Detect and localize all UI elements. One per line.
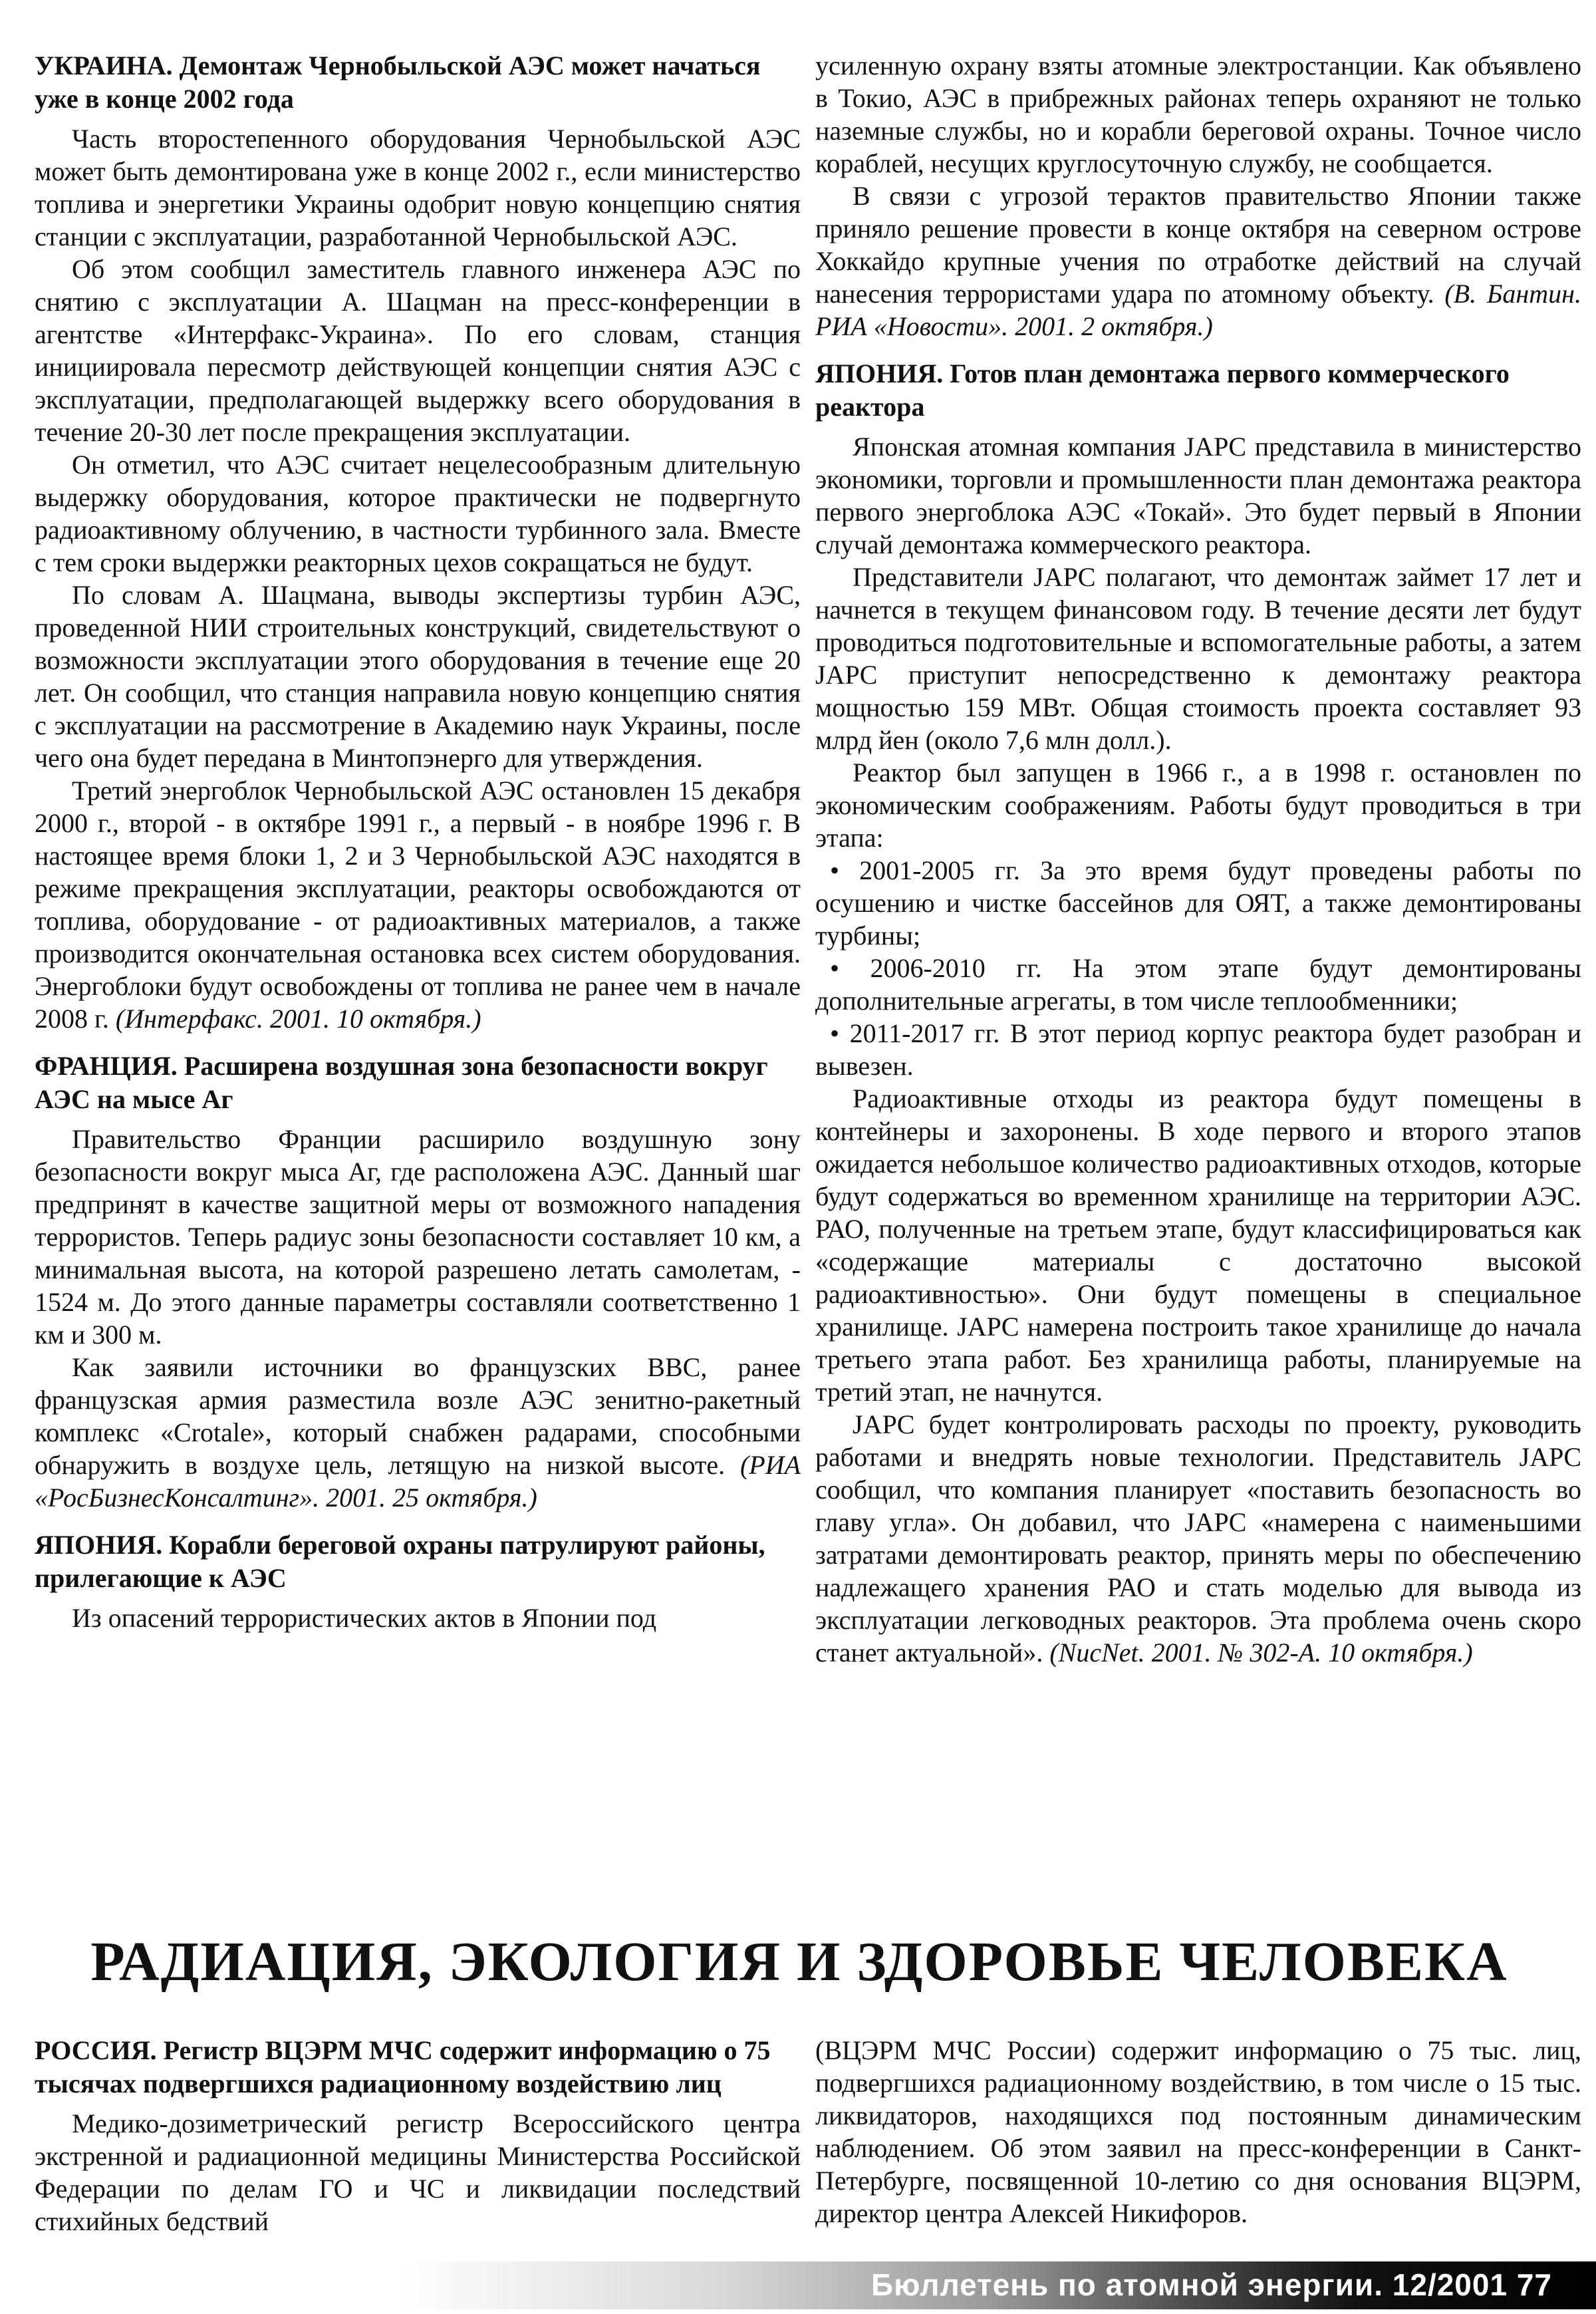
article-source: (Интерфакс. 2001. 10 октября.): [115, 1004, 481, 1034]
paragraph: Правительство Франции расширило воздушную зону безопасности вокруг мыса Аг, где расположена АЭС. Данный шаг предпринят в качестве защитной меры от возможного нападения террористов. Теперь радиус зоны безопасности составляет 10 км, а минимальная высота, на которой разрешено летать самолетам, - 1524 м. До этого данные параметры составляли соответственно 1 км и 300 м.: [35, 1124, 801, 1350]
paragraph-continuation: (ВЦЭРМ МЧС России) содержит информацию о 75 тыс. лиц, подвергшихся радиационному воздействию, в том числе о 15 тыс. ликвидаторов, находящихся под постоянным динамическим наблюдением. Об этом заявил на пресс-конференции в Санкт-Петербурге, посвященной 10-летию со дня основания ВЦЭРМ, директор центра Алексей Никифоров.: [815, 2035, 1581, 2228]
paragraph: [815, 1408, 1581, 1669]
column-right: [815, 49, 1581, 1683]
footer-text: Бюллетень по атомной энергии. 12/2001 77: [871, 2267, 1552, 2302]
paragraph: Японская атомная компания JAPC представила в министерство экономики, торговли и промышленности план демонтажа реактора первого энергоблока АЭС «Токай». Это будет первый в Японии случай демонтажа коммерческого реактора.: [815, 432, 1581, 559]
paragraph-continuation: усиленную охрану взяты атомные электростанции. Как объявлено в Токио, АЭС в прибрежных районах теперь охраняют не только наземные службы, но и корабли береговой охраны. Точное число кораблей, несущих круглосуточную службу, не сообщается.: [815, 51, 1581, 178]
bullet-item: • 2001-2005 гг. За это время будут проведены работы по осушению и чистке бассейнов для ОЯТ, а также демонтированы турбины;: [815, 855, 1581, 950]
bullet-item: • 2006-2010 гг. На этом этапе будут демонтированы дополнительные агрегаты, в том числе теплообменники;: [815, 953, 1581, 1016]
article-japan-coast-guard-cont: [815, 49, 1581, 343]
paragraph: Он отметил, что АЭС считает нецелесообразным длительную выдержку оборудования, которое практически не подвергнуто радиоактивному облучению, в частности турбинного зала. Вместе с тем сроки выдержки реакторных цехов сокращаться не будут.: [35, 450, 801, 577]
article-source: (NucNet. 2001. № 302-A. 10 октября.): [1049, 1638, 1473, 1667]
paragraph: Радиоактивные отходы из реактора будут помещены в контейнеры и захоронены. В ходе первого и второго этапов ожидается небольшое количество радиоактивных отходов, которые будут содержаться во временном хранилище на территории АЭС. РАО, полученные на третьем этапе, будут классифицироваться как «содержащие материалы с достаточно высокой радиоактивностью». Они будут помещены в специальное хранилище. JAPC намерена построить такое хранилище до начала третьего этапа работ. Без хранилища работы, планируемые на третий этап, не начнутся.: [815, 1084, 1581, 1407]
bullet-item: • 2011-2017 гг. В этот период корпус реактора будет разобран и вывезен.: [815, 1018, 1581, 1081]
paragraph: Представители JAPC полагают, что демонтаж займет 17 лет и начнется в текущем финансовом году. В течение десяти лет будут проводиться подготовительные и вспомогательные работы, а затем JAPC приступит непосредственно к демонтажу реактора мощностью 159 МВт. Общая стоимость проекта составляет 93 млрд йен (около 7,6 млн долл.).: [815, 562, 1581, 755]
article-france: [35, 1050, 801, 1514]
paragraph: Часть второстепенного оборудования Чернобыльской АЭС может быть демонтирована уже в конце 2002 г., если министерство топлива и энергетики Украины одобрит новую концепцию снятия станции с эксплуатации, разработанной Чернобыльской АЭС.: [35, 124, 801, 251]
paragraph: По словам А. Шацмана, выводы экспертизы турбин АЭС, проведенной НИИ строительных конструкций, свидетельствуют о возможности эксплуатации этого оборудования в течение еще 20 лет. Он сообщил, что станция направила новую концепцию снятия с эксплуатации на рассмотрение в Академию наук Украины, после чего она будет передана в Минтопэнерго для утверждения.: [35, 580, 801, 773]
lower-column-left: [35, 2034, 801, 2238]
page-footer: [0, 2261, 1596, 2309]
paragraph: [35, 1351, 801, 1514]
paragraph-text: Как заявили источники во французских ВВС, ранее французская армия разместила возле АЭС зенитно-ракетный комплекс «Crotale», который снабжен радарами, способными обнаружить в воздухе цель, летящую на низкой высоте.: [35, 1352, 801, 1480]
lower-column-right: [815, 2034, 1581, 2230]
paragraph: Об этом сообщил заместитель главного инженера АЭС по снятию с эксплуатации А. Шацман на пресс-конференции в агентстве «Интерфакс-Украина». По его словам, станция инициировала пересмотр действующей концепции снятия АЭС с эксплуатации, предполагающей выдержку всего оборудования в течение 20-30 лет после прекращения эксплуатации.: [35, 254, 801, 447]
column-left: [35, 49, 801, 1649]
article-headline: РОССИЯ. Регистр ВЦЭРМ МЧС содержит информацию о 75 тысячах подвергшихся радиационному воздействию лиц: [35, 2035, 771, 2098]
article-ukraine: [35, 49, 801, 1035]
article-headline: ЯПОНИЯ. Готов план демонтажа первого коммерческого реактора: [815, 359, 1510, 422]
paragraph: Реактор был запущен в 1966 г., а в 1998 г. остановлен по экономическим соображениям. Работы будут проводиться в три этапа:: [815, 758, 1581, 853]
article-source: (В. Бантин. РИА «Новости». 2001. 2 октября.): [815, 279, 1581, 341]
paragraph: Из опасений террористических актов в Японии под: [72, 1603, 657, 1633]
article-headline: УКРАИНА. Демонтаж Чернобыльской АЭС может начаться уже в конце 2002 года: [35, 51, 761, 114]
paragraph: [815, 180, 1581, 343]
paragraph-text: В связи с угрозой терактов правительство Японии также приняло решение провести в конце октября на северном острове Хоккайдо крупные учения по отработке действий на случай нанесения террористами удара по атомному объекту.: [815, 181, 1581, 309]
paragraph-text: JAPC будет контролировать расходы по проекту, руководить работами и внедрять новые технологии. Представитель JAPC сообщил, что компания планирует «поставить безопасность во главу угла». Он добавил, что JAPC «намерена с наименьшими затратами демонтировать реактор, принять меры по обеспечению надлежащего хранения РАО и стать моделью для вывода из эксплуатации легководных реакторов. Эта проблема очень скоро станет актуальной».: [815, 1409, 1581, 1667]
article-source: (РИА «РосБизнесКонсалтинг». 2001. 25 октября.): [35, 1450, 801, 1513]
article-headline: ФРАНЦИЯ. Расширена воздушная зона безопасности вокруг АЭС на мысе Аг: [35, 1051, 768, 1114]
paragraph-text: Третий энергоблок Чернобыльской АЭС остановлен 15 декабря 2000 г., второй - в октябре 1991 г., а первый - в ноябре 1996 г. В настоящее время блоки 1, 2 и 3 Чернобыльской АЭС находятся в режиме прекращения эксплуатации, реакторы освобождаются от топлива, оборудование - от радиоактивных материалов, а также производится окончательная остановка всех систем оборудования. Энергоблоки будут освобождены от топлива не ранее чем в начале 2008 г.: [35, 776, 801, 1034]
paragraph: Медико-дозиметрический регистр Всероссийского центра экстренной и радиационной медицины Министерства Российской Федерации по делам ГО и ЧС и ликвидации последствий стихийных бедствий: [35, 2108, 801, 2236]
section-title: РАДИАЦИЯ, ЭКОЛОГИЯ И ЗДОРОВЬЕ ЧЕЛОВЕКА: [90, 1931, 1508, 1993]
article-japan-coast-guard: [35, 1528, 801, 1634]
paragraph: [35, 774, 801, 1035]
article-japan-decommission: [815, 357, 1581, 1669]
article-headline: ЯПОНИЯ. Корабли береговой охраны патрулируют районы, прилегающие к АЭС: [35, 1530, 765, 1593]
